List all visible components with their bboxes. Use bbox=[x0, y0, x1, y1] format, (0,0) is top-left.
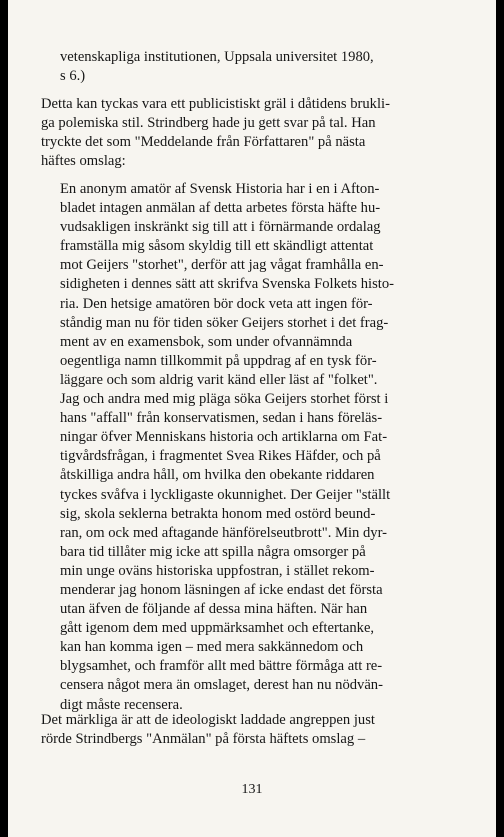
text-line: åtskilliga andra håll, om hvilka den obekante riddaren bbox=[60, 467, 375, 484]
paragraph bbox=[41, 711, 437, 749]
text-line: Det märkliga är att de ideologiskt laddade angreppen just bbox=[41, 712, 375, 728]
text-line: Detta kan tyckas vara ett publicistiskt gräl i dåtidens brukli- bbox=[41, 96, 390, 112]
paragraph bbox=[41, 95, 437, 171]
text-line: läggare och som aldrig varit känd eller läst af "folket". bbox=[60, 371, 378, 388]
text-line: tryckte det som "Meddelande från Författaren" på nästa bbox=[41, 134, 366, 151]
text-line: ningar öfver Menniskans historia och artiklarna om Fat- bbox=[60, 429, 388, 446]
text-line: oegentliga namn tillkommit på uppdrag af en tysk för- bbox=[60, 352, 377, 369]
text-line: s 6.) bbox=[60, 68, 86, 85]
text-line: ria. Den hetsige amatören bör dock veta att ingen för- bbox=[60, 295, 373, 312]
block-quote bbox=[60, 180, 438, 715]
text-line: kan han komma igen – med mera sakkännedom och bbox=[60, 639, 364, 656]
text-line: mot Geijers "storhet", derför att jag vågat framhålla en- bbox=[60, 257, 384, 274]
text-line: ment av en examensbok, som under ofvannämnda bbox=[60, 333, 353, 350]
text-line: censera något mera än omslaget, derest han nu nödvän- bbox=[60, 677, 383, 694]
text-line: bladet intagen anmälan af detta arbetes första häfte hu- bbox=[60, 200, 381, 217]
text-line: En anonym amatör af Svensk Historia har i en i Afton- bbox=[60, 181, 380, 197]
text-line: ran, om ock med aftagande hänförelseutbrott". Min dyr- bbox=[60, 524, 388, 541]
text-line: sidigheten i dennes sätt att skrifva Svenska Folkets histo- bbox=[60, 276, 394, 293]
text-line: bara tid tillåter mig icke att spilla några omsorger på bbox=[60, 543, 366, 560]
text-line: utan äfven de följande af dessa mina häften. När han bbox=[60, 601, 368, 618]
text-line: ståndig man nu för tiden söker Geijers storhet i det frag- bbox=[60, 314, 389, 331]
text-line: tyckes svåfva i lyckligaste okunnighet. Der Geijer "ställt bbox=[60, 486, 391, 503]
text-line: Jag och andra med mig pläga söka Geijers storhet först i bbox=[60, 391, 389, 408]
text-line: rörde Strindbergs "Anmälan" på första häftets omslag – bbox=[41, 731, 366, 748]
text-line: hans "affall" från konservatismen, sedan i hans föreläs- bbox=[60, 410, 383, 427]
text-line: tigvårdsfrågan, i fragmentet Svea Rikes Häfder, och på bbox=[60, 448, 381, 465]
book-page bbox=[8, 0, 496, 837]
text-line: min unge oväns historiska uppfostran, i stället rekom- bbox=[60, 562, 375, 579]
page-number: 131 bbox=[241, 782, 263, 797]
text-line: ga polemiska stil. Strindberg hade ju gett svar på tal. Han bbox=[41, 115, 376, 132]
quote-citation-end bbox=[60, 48, 436, 86]
text-line: häftes omslag: bbox=[41, 153, 126, 170]
text-line: sig, skola seklerna betrakta honom med ostörd beund- bbox=[60, 505, 376, 522]
text-line: vetenskapliga institutionen, Uppsala universitet 1980, bbox=[60, 49, 374, 65]
text-line: menderar jag honom läsningen af icke endast det första bbox=[60, 581, 383, 598]
text-line: gått igenom dem med uppmärksamhet och eftertanke, bbox=[60, 620, 375, 637]
text-line: vudsakligen inskränkt sig till att i förnärmande ordalag bbox=[60, 219, 381, 236]
text-line: framställa mig såsom skyldig till ett skändligt attentat bbox=[60, 238, 374, 255]
text-line: blygsamhet, och framför allt med bättre förmåga att re- bbox=[60, 658, 383, 675]
text-line: digt måste recensera. bbox=[60, 696, 183, 713]
